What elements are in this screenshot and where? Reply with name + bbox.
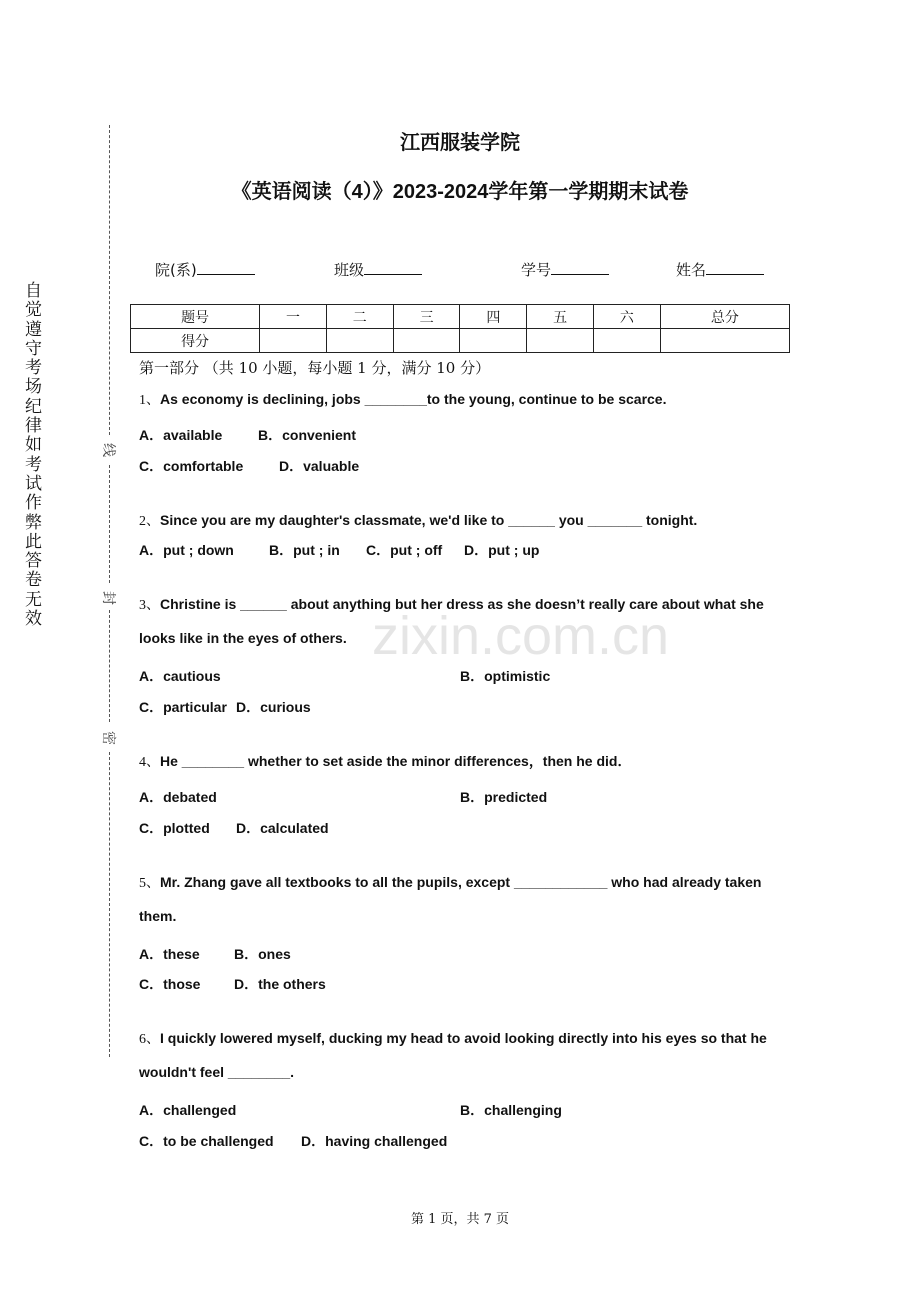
option[interactable]: D．curious <box>236 699 311 715</box>
exam-title: 《英语阅读（4）》2023-2024学年第一学期期末试卷 <box>231 181 689 203</box>
option[interactable]: C．plotted <box>139 820 210 836</box>
question-1: 1、As economy is declining, jobs ________to the young, continue to be scarce. <box>139 391 667 408</box>
table-cell: 六 <box>594 305 661 329</box>
option[interactable]: B．challenging <box>460 1102 562 1118</box>
margin-notice: 自觉遵守考场纪律如考试作弊此答卷无效 <box>25 281 42 630</box>
question-6-cont: wouldn't feel ________. <box>139 1064 295 1080</box>
score-table <box>130 304 790 353</box>
school-name: 江西服装学院 <box>400 132 520 154</box>
option[interactable]: B．optimistic <box>460 668 551 684</box>
question-3-cont: looks like in the eyes of others. <box>139 630 347 646</box>
score-cell[interactable] <box>393 329 460 353</box>
option[interactable]: D．the others <box>234 976 326 992</box>
option[interactable]: B．put ; in <box>269 542 340 558</box>
cut-line <box>109 610 110 722</box>
cut-line <box>109 125 110 435</box>
option[interactable]: C．to be challenged <box>139 1133 274 1149</box>
score-cell[interactable] <box>660 329 789 353</box>
option[interactable]: D．put ; up <box>464 542 540 558</box>
name-field[interactable] <box>676 259 764 280</box>
question-5: 5、Mr. Zhang gave all textbooks to all the pupils, except ____________ who had already taken <box>139 874 762 891</box>
score-cell[interactable] <box>527 329 594 353</box>
table-cell: 得分 <box>131 329 260 353</box>
question-6: 6、I quickly lowered myself, ducking my head to avoid looking directly into his eyes so that he <box>139 1030 767 1047</box>
table-row <box>131 329 790 353</box>
option[interactable]: C．comfortable <box>139 458 244 474</box>
id-label: 学号 <box>521 261 552 279</box>
table-row <box>131 305 790 329</box>
question-4: 4、He ________ whether to set aside the minor differences，then he did． <box>139 753 632 770</box>
table-cell: 五 <box>527 305 594 329</box>
class-label: 班级 <box>334 261 365 279</box>
score-cell[interactable] <box>594 329 661 353</box>
question-3: 3、Christine is ______ about anything but her dress as she doesn’t really care about what she <box>139 596 764 613</box>
option[interactable]: A．challenged <box>139 1102 237 1118</box>
class-field[interactable] <box>334 259 422 280</box>
table-cell: 总分 <box>660 305 789 329</box>
watermark: zixin.com.cn <box>372 606 670 666</box>
dept-field[interactable] <box>155 259 255 280</box>
cut-line <box>109 752 110 1057</box>
option[interactable]: C．put ; off <box>366 542 443 558</box>
option[interactable]: B．predicted <box>460 789 548 805</box>
option[interactable]: D．valuable <box>279 458 360 474</box>
option[interactable]: A．debated <box>139 789 217 805</box>
table-cell: 二 <box>326 305 393 329</box>
score-cell[interactable] <box>260 329 327 353</box>
table-cell: 一 <box>260 305 327 329</box>
option[interactable]: B．ones <box>234 946 291 962</box>
option[interactable]: A．cautious <box>139 668 221 684</box>
option[interactable]: D．having challenged <box>301 1133 448 1149</box>
table-cell: 三 <box>393 305 460 329</box>
table-cell: 四 <box>460 305 527 329</box>
dept-label: 院(系) <box>155 261 197 279</box>
option[interactable]: A．available <box>139 427 223 443</box>
question-5-cont: them. <box>139 908 177 924</box>
id-field[interactable] <box>521 259 609 280</box>
table-cell: 题号 <box>131 305 260 329</box>
option[interactable]: C．those <box>139 976 201 992</box>
section-heading: 第一部分 （共 10 小题，每小题 1 分，满分 10 分） <box>139 359 491 377</box>
option[interactable]: D．calculated <box>236 820 329 836</box>
page-footer: 第 1 页，共 7 页 <box>410 1212 510 1227</box>
margin-line-char: 线 <box>101 443 117 457</box>
option[interactable]: C．particular <box>139 699 227 715</box>
score-cell[interactable] <box>460 329 527 353</box>
name-label: 姓名 <box>676 261 707 279</box>
question-2: 2、Since you are my daughter's classmate, we'd like to ______ you _______ tonight. <box>139 512 698 529</box>
option[interactable]: A．these <box>139 946 200 962</box>
margin-secret-char: 密 <box>101 731 117 745</box>
option[interactable]: B．convenient <box>258 427 357 443</box>
score-cell[interactable] <box>326 329 393 353</box>
cut-line <box>109 465 110 583</box>
option[interactable]: A．put ; down <box>139 542 234 558</box>
margin-seal-char: 封 <box>101 591 117 605</box>
